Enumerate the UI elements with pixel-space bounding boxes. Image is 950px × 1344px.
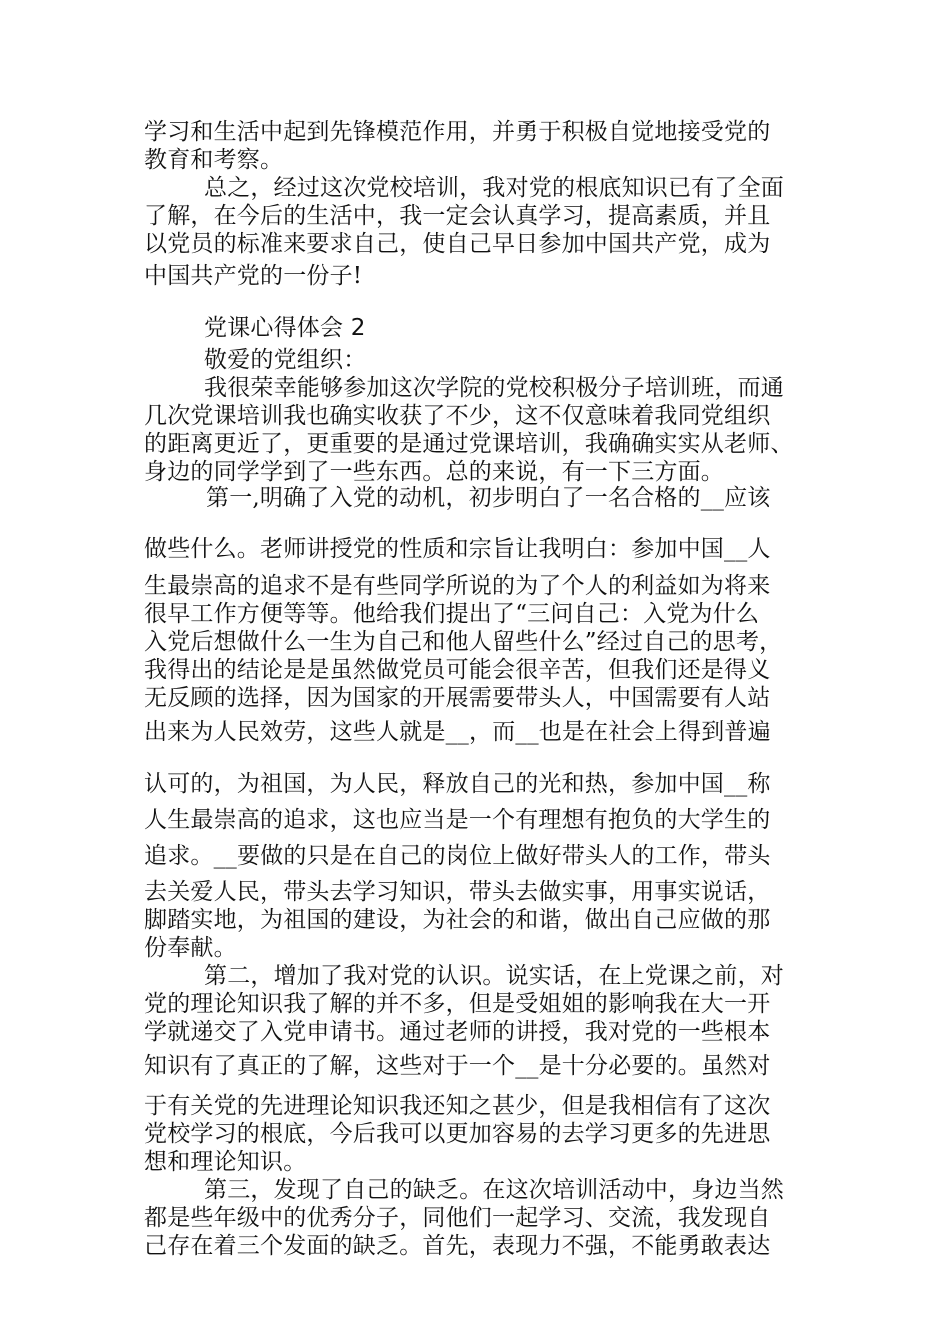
text-line: 己存在着三个发面的缺乏。首先，表现力不强，不能勇敢表达 (144, 1233, 771, 1259)
text-line: 学习和生活中起到先锋模范作用，并勇于积极自觉地接受党的 (144, 119, 771, 145)
text-line: 几次党课培训我也确实收获了不少，这不仅意味着我同党组织 (144, 403, 771, 429)
text-line: 以党员的标准来要求自己，使自己早日参加中国共产党，成为 (144, 231, 771, 257)
text-line: 第三，发现了自己的缺乏。在这次培训活动中，身边当然 (204, 1177, 784, 1203)
text-line: 想和理论知识。 (144, 1149, 307, 1175)
text-line: 入党后想做什么一生为自己和他人留些什么”经过自己的思考， (144, 629, 783, 655)
text-line: 党的理论知识我了解的并不多，但是受姐姐的影响我在大一开 (144, 991, 771, 1017)
text-line: 第二，增加了我对党的认识。说实话，在上党课之前，对 (204, 963, 784, 989)
text-line: 知识有了真正的了解，这些对于一个__是十分必要的。虽然对 (144, 1053, 771, 1079)
text-line: 身边的同学学到了一些东西。总的来说，有一下三方面。 (144, 459, 724, 485)
text-line: 都是些年级中的优秀分子，同他们一起学习、交流，我发现自 (144, 1205, 771, 1231)
text-line: 出来为人民效劳，这些人就是__，而__也是在社会上得到普遍 (144, 719, 771, 745)
text-line: 做些什么。老师讲授党的性质和宗旨让我明白：参加中国__人 (144, 536, 771, 562)
salutation: 敬爱的党组织： (204, 347, 367, 373)
text-line: 中国共产党的一份子! (144, 263, 363, 289)
text-line: 第一,明确了入党的动机，初步明白了一名合格的__应该 (206, 485, 771, 511)
text-line: 了解，在今后的生活中，我一定会认真学习，提高素质，并且 (144, 203, 771, 229)
text-line: 脚踏实地，为祖国的建设，为社会的和谐，做出自己应做的那 (144, 907, 771, 933)
text-line: 我得出的结论是是虽然做党员可能会很辛苦，但我们还是得义 (144, 657, 771, 683)
text-line: 党校学习的根底，今后我可以更加容易的去学习更多的先进思 (144, 1121, 771, 1147)
text-line: 学就递交了入党申请书。通过老师的讲授，我对党的一些根本 (144, 1019, 771, 1045)
text-line: 我很荣幸能够参加这次学院的党校积极分子培训班，而通 (204, 375, 784, 401)
text-line: 教育和考察。 (144, 147, 284, 173)
text-line: 认可的，为祖国，为人民，释放自己的光和热，参加中国__称 (144, 771, 771, 797)
text-line: 总之，经过这次党校培训，我对党的根底知识已有了全面 (204, 175, 784, 201)
text-line: 份奉献。 (144, 935, 237, 961)
text-line: 很早工作方便等等。他给我们提出了“三问自己：入党为什么 (144, 601, 760, 627)
text-line: 生最崇高的追求不是有些同学所说的为了个人的利益如为将来 (144, 573, 771, 599)
text-line: 去关爱人民，带头去学习知识，带头去做实事，用事实说话， (144, 879, 771, 905)
text-line: 于有关党的先进理论知识我还知之甚少，但是我相信有了这次 (144, 1093, 771, 1119)
text-line: 无反顾的选择，因为国家的开展需要带头人，中国需要有人站 (144, 685, 771, 711)
section-title: 党课心得体会 2 (204, 315, 366, 341)
text-line: 的距离更近了，更重要的是通过党课培训，我确确实实从老师、 (144, 431, 794, 457)
text-line: 人生最崇高的追求，这也应当是一个有理想有抱负的大学生的 (144, 807, 771, 833)
text-line: 追求。__要做的只是在自己的岗位上做好带头人的工作，带头 (144, 843, 771, 869)
